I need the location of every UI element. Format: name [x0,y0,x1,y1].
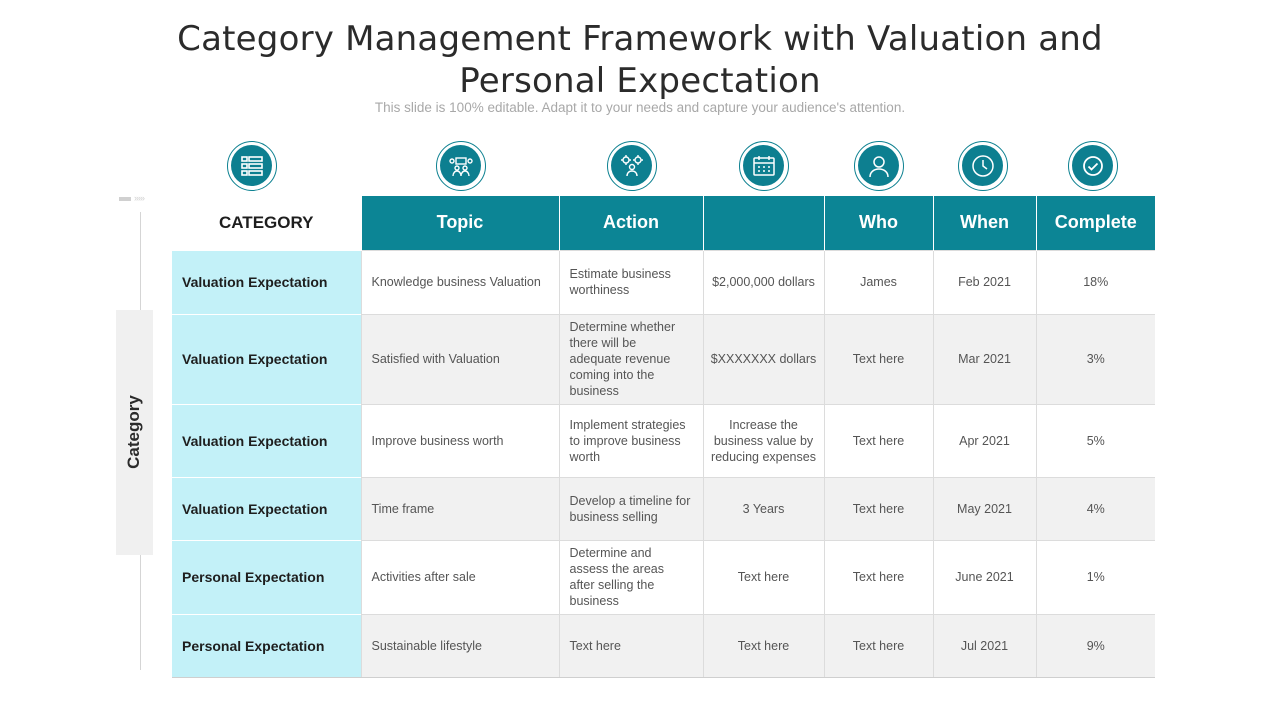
cell-action: Estimate business worthiness [559,250,703,314]
cell-value: Increase the business value by reducing expenses [703,404,824,477]
category-table [172,196,1155,678]
slide-subtitle: This slide is 100% editable. Adapt it to your needs and capture your audience's attention. [374,100,906,115]
header-who: Who [824,196,933,250]
person-icon [854,141,904,191]
team-meeting-icon [436,141,486,191]
cell-complete: 9% [1036,614,1155,677]
cell-action: Determine whether there will be adequate revenue coming into the business [559,314,703,404]
table-row [172,314,1155,404]
cell-when: Feb 2021 [933,250,1036,314]
cell-who: Text here [824,614,933,677]
clock-icon [958,141,1008,191]
side-marker [119,197,131,201]
slide-title [0,18,1280,102]
cell-topic: Activities after sale [361,540,559,614]
cell-complete: 4% [1036,477,1155,540]
header-when: When [933,196,1036,250]
cell-topic: Sustainable lifestyle [361,614,559,677]
table-row [172,404,1155,477]
cell-category: Valuation Expectation [172,404,361,477]
cell-when: Mar 2021 [933,314,1036,404]
cell-complete: 1% [1036,540,1155,614]
calendar-icon [739,141,789,191]
cell-action: Text here [559,614,703,677]
cell-value: $XXXXXXX dollars [703,314,824,404]
table-row [172,250,1155,314]
cell-complete: 18% [1036,250,1155,314]
cell-who: Text here [824,540,933,614]
cell-complete: 3% [1036,314,1155,404]
header-complete: Complete [1036,196,1155,250]
cell-category: Personal Expectation [172,540,361,614]
cell-value: Text here [703,614,824,677]
cell-when: Jul 2021 [933,614,1036,677]
cell-who: Text here [824,477,933,540]
cell-topic: Knowledge business Valuation [361,250,559,314]
cell-category: Valuation Expectation [172,314,361,404]
slide-title-line-2: Personal Expectation [459,61,821,101]
header-blank [703,196,824,250]
side-arrows: ››››› [134,193,144,203]
cell-category: Personal Expectation [172,614,361,677]
cell-value: Text here [703,540,824,614]
cell-when: June 2021 [933,540,1036,614]
table-row [172,540,1155,614]
header-topic: Topic [361,196,559,250]
cell-category: Valuation Expectation [172,477,361,540]
cell-when: Apr 2021 [933,404,1036,477]
cell-value: 3 Years [703,477,824,540]
header-action: Action [559,196,703,250]
cell-action: Determine and assess the areas after selling the business [559,540,703,614]
cell-value: $2,000,000 dollars [703,250,824,314]
table-header-row [172,196,1155,250]
header-category: CATEGORY [172,196,361,250]
cell-action: Implement strategies to improve business worth [559,404,703,477]
cell-who: Text here [824,314,933,404]
list-icon [227,141,277,191]
gear-workflow-icon [607,141,657,191]
cell-complete: 5% [1036,404,1155,477]
checkmark-icon [1068,141,1118,191]
cell-when: May 2021 [933,477,1036,540]
cell-who: James [824,250,933,314]
slide-title-line-1: Category Management Framework with Valuation and [177,19,1103,59]
table-row [172,614,1155,677]
table-row [172,477,1155,540]
side-category-label: Category [124,395,143,469]
cell-topic: Improve business worth [361,404,559,477]
cell-topic: Time frame [361,477,559,540]
cell-topic: Satisfied with Valuation [361,314,559,404]
cell-action: Develop a timeline for business selling [559,477,703,540]
cell-category: Valuation Expectation [172,250,361,314]
cell-who: Text here [824,404,933,477]
